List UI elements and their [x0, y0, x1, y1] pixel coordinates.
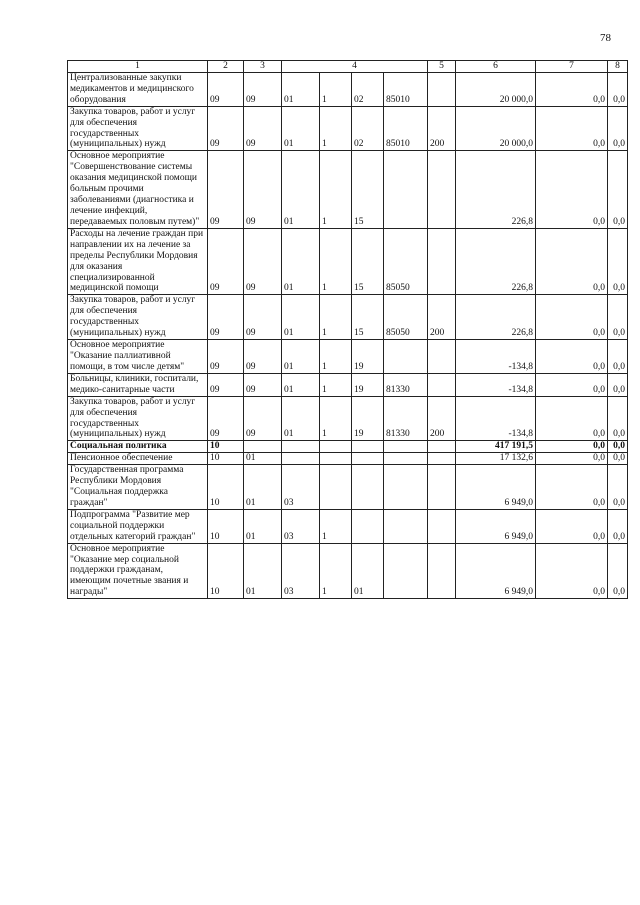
row-col-8: 0,0: [608, 441, 628, 453]
row-name: Закупка товаров, работ и услуг для обеспечения государственных (муниципальных) нужд: [68, 295, 208, 340]
table-body: [68, 72, 628, 598]
row-col-4-direction: [384, 509, 428, 543]
row-col-4-measure: [352, 453, 384, 465]
row-col-4-subprogram: 1: [320, 373, 352, 396]
row-col-3: 01: [244, 465, 282, 510]
row-col-6: 6 949,0: [456, 509, 536, 543]
table-row: [68, 228, 628, 295]
row-col-6: 20 000,0: [456, 72, 536, 106]
row-col-6: -134,8: [456, 396, 536, 441]
row-col-8: 0,0: [608, 465, 628, 510]
row-col-7: 0,0: [536, 396, 608, 441]
row-col-4-subprogram: [320, 465, 352, 510]
row-col-6: 417 191,5: [456, 441, 536, 453]
row-col-7: 0,0: [536, 106, 608, 151]
row-col-4-direction: 85010: [384, 106, 428, 151]
row-col-2: 09: [208, 396, 244, 441]
row-col-4-program: 03: [282, 543, 320, 599]
row-name: Основное мероприятие "Оказание паллиативной помощи, в том числе детям": [68, 340, 208, 374]
row-col-2: 10: [208, 441, 244, 453]
row-col-2: 09: [208, 228, 244, 295]
row-col-4-direction: 81330: [384, 396, 428, 441]
row-col-2: 10: [208, 509, 244, 543]
row-col-4-subprogram: 1: [320, 106, 352, 151]
row-col-6: 17 132,6: [456, 453, 536, 465]
row-col-8: 0,0: [608, 151, 628, 228]
row-col-6: -134,8: [456, 340, 536, 374]
row-col-5: [428, 373, 456, 396]
row-col-2: 09: [208, 295, 244, 340]
row-col-4-measure: 15: [352, 295, 384, 340]
row-col-5: [428, 228, 456, 295]
row-name: Государственная программа Республики Мордовия "Социальная поддержка граждан": [68, 465, 208, 510]
row-col-6: 226,8: [456, 151, 536, 228]
row-col-4-direction: 85050: [384, 295, 428, 340]
row-name: Подпрограмма "Развитие мер социальной поддержки отдельных категорий граждан": [68, 509, 208, 543]
row-col-7: 0,0: [536, 228, 608, 295]
header-col-4: 4: [282, 61, 428, 73]
row-col-2: 09: [208, 151, 244, 228]
row-name: Основное мероприятие "Оказание мер социальной поддержки гражданам, имеющим почетные звания и награды": [68, 543, 208, 599]
row-col-6: 226,8: [456, 228, 536, 295]
row-col-4-subprogram: 1: [320, 396, 352, 441]
row-col-4-subprogram: 1: [320, 340, 352, 374]
table-row: [68, 453, 628, 465]
row-name: Пенсионное обеспечение: [68, 453, 208, 465]
row-col-4-direction: [384, 453, 428, 465]
row-col-4-program: 01: [282, 373, 320, 396]
row-col-4-program: [282, 453, 320, 465]
row-col-5: [428, 509, 456, 543]
row-col-7: 0,0: [536, 441, 608, 453]
row-col-4-program: 01: [282, 228, 320, 295]
row-col-4-subprogram: 1: [320, 543, 352, 599]
row-col-3: 09: [244, 228, 282, 295]
row-col-4-subprogram: 1: [320, 151, 352, 228]
row-col-7: 0,0: [536, 465, 608, 510]
row-col-8: 0,0: [608, 340, 628, 374]
row-col-4-program: [282, 441, 320, 453]
row-col-8: 0,0: [608, 295, 628, 340]
row-name: Централизованные закупки медикаментов и медицинского оборудования: [68, 72, 208, 106]
row-col-4-program: 01: [282, 295, 320, 340]
row-name: Основное мероприятие "Совершенствование системы оказания медицинской помощи больным прочими заболеваниями (диагностика и лечение инфекций, передаваемых половым путем)": [68, 151, 208, 228]
row-col-3: 09: [244, 340, 282, 374]
row-col-4-subprogram: 1: [320, 228, 352, 295]
row-col-5: [428, 340, 456, 374]
row-col-4-program: 01: [282, 151, 320, 228]
row-col-7: 0,0: [536, 295, 608, 340]
row-col-2: 10: [208, 465, 244, 510]
row-col-3: 09: [244, 396, 282, 441]
row-col-2: 10: [208, 543, 244, 599]
header-col-7: 7: [536, 61, 608, 73]
table-row: [68, 465, 628, 510]
row-col-4-direction: 81330: [384, 373, 428, 396]
row-col-8: 0,0: [608, 453, 628, 465]
row-col-5: [428, 151, 456, 228]
row-col-4-measure: 02: [352, 72, 384, 106]
row-col-2: 09: [208, 106, 244, 151]
row-col-8: 0,0: [608, 509, 628, 543]
row-col-2: 09: [208, 72, 244, 106]
row-col-4-subprogram: 1: [320, 509, 352, 543]
row-col-2: 09: [208, 373, 244, 396]
header-col-3: 3: [244, 61, 282, 73]
row-col-4-program: 01: [282, 72, 320, 106]
row-col-4-direction: 85010: [384, 72, 428, 106]
row-name: Закупка товаров, работ и услуг для обеспечения государственных (муниципальных) нужд: [68, 106, 208, 151]
row-name: Расходы на лечение граждан при направлении их на лечение за пределы Республики Мордовия для оказания специализированной медицинской помощи: [68, 228, 208, 295]
row-col-4-measure: [352, 441, 384, 453]
row-name: Больницы, клиники, госпитали, медико-санитарные части: [68, 373, 208, 396]
row-col-8: 0,0: [608, 106, 628, 151]
row-col-4-subprogram: [320, 453, 352, 465]
table-row: [68, 72, 628, 106]
header-col-6: 6: [456, 61, 536, 73]
row-col-4-measure: 15: [352, 151, 384, 228]
header-col-8: 8: [608, 61, 628, 73]
row-col-6: 6 949,0: [456, 543, 536, 599]
row-col-4-measure: 19: [352, 396, 384, 441]
row-col-3: 09: [244, 72, 282, 106]
row-col-4-measure: 02: [352, 106, 384, 151]
row-col-4-program: 01: [282, 340, 320, 374]
table-row: [68, 396, 628, 441]
row-col-7: 0,0: [536, 509, 608, 543]
row-col-7: 0,0: [536, 340, 608, 374]
header-col-2: 2: [208, 61, 244, 73]
row-col-3: [244, 441, 282, 453]
row-col-4-subprogram: 1: [320, 295, 352, 340]
row-col-6: -134,8: [456, 373, 536, 396]
row-col-7: 0,0: [536, 453, 608, 465]
row-col-3: 09: [244, 373, 282, 396]
row-col-4-program: 01: [282, 396, 320, 441]
table-row: [68, 106, 628, 151]
row-col-5: [428, 453, 456, 465]
table-row: [68, 509, 628, 543]
row-col-6: 226,8: [456, 295, 536, 340]
budget-table: [67, 60, 628, 599]
row-col-5: 200: [428, 106, 456, 151]
table-row: [68, 543, 628, 599]
row-col-8: 0,0: [608, 396, 628, 441]
row-col-3: 09: [244, 295, 282, 340]
page-number: 78: [600, 32, 611, 44]
row-col-8: 0,0: [608, 72, 628, 106]
row-col-5: 200: [428, 295, 456, 340]
row-col-4-measure: 01: [352, 543, 384, 599]
row-col-4-measure: [352, 509, 384, 543]
row-col-5: [428, 465, 456, 510]
row-col-6: 20 000,0: [456, 106, 536, 151]
row-col-8: 0,0: [608, 543, 628, 599]
row-col-4-measure: 15: [352, 228, 384, 295]
table-row: [68, 151, 628, 228]
row-col-3: 01: [244, 509, 282, 543]
row-name: Закупка товаров, работ и услуг для обеспечения государственных (муниципальных) нужд: [68, 396, 208, 441]
header-row: [68, 61, 628, 73]
row-col-4-direction: 85050: [384, 228, 428, 295]
table-row: [68, 295, 628, 340]
row-col-8: 0,0: [608, 373, 628, 396]
row-col-3: 01: [244, 453, 282, 465]
row-col-4-measure: 19: [352, 340, 384, 374]
row-name: Социальная политика: [68, 441, 208, 453]
row-col-4-measure: [352, 465, 384, 510]
row-col-7: 0,0: [536, 373, 608, 396]
row-col-2: 09: [208, 340, 244, 374]
row-col-7: 0,0: [536, 543, 608, 599]
row-col-4-program: 01: [282, 106, 320, 151]
row-col-5: 200: [428, 396, 456, 441]
header-col-5: 5: [428, 61, 456, 73]
row-col-5: [428, 543, 456, 599]
row-col-7: 0,0: [536, 72, 608, 106]
row-col-6: 6 949,0: [456, 465, 536, 510]
row-col-4-subprogram: 1: [320, 72, 352, 106]
row-col-2: 10: [208, 453, 244, 465]
row-col-4-direction: [384, 151, 428, 228]
row-col-4-program: 03: [282, 509, 320, 543]
row-col-8: 0,0: [608, 228, 628, 295]
row-col-4-direction: [384, 543, 428, 599]
row-col-4-subprogram: [320, 441, 352, 453]
row-col-3: 09: [244, 151, 282, 228]
table-row: [68, 373, 628, 396]
row-col-7: 0,0: [536, 151, 608, 228]
row-col-4-direction: [384, 465, 428, 510]
table-row: [68, 441, 628, 453]
row-col-3: 01: [244, 543, 282, 599]
header-col-1: 1: [68, 61, 208, 73]
row-col-5: [428, 441, 456, 453]
row-col-4-direction: [384, 340, 428, 374]
row-col-3: 09: [244, 106, 282, 151]
row-col-4-program: 03: [282, 465, 320, 510]
table-row: [68, 340, 628, 374]
row-col-5: [428, 72, 456, 106]
row-col-4-direction: [384, 441, 428, 453]
row-col-4-measure: 19: [352, 373, 384, 396]
